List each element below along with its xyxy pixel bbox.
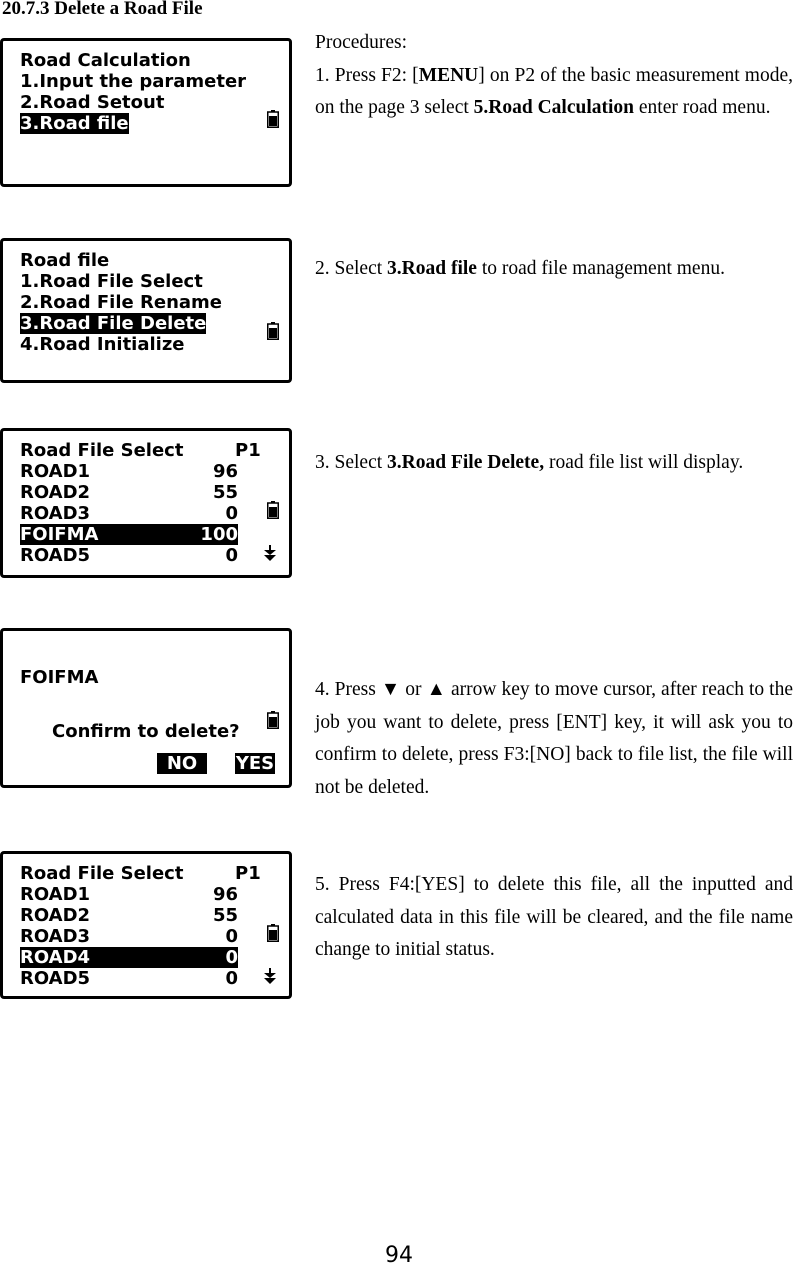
screen-title: Road File Select <box>20 440 184 461</box>
menu-item-road-file-selected[interactable]: 3.Road file <box>20 113 129 134</box>
battery-icon <box>267 110 279 128</box>
confirm-prompt: Confirm to delete? <box>52 721 240 742</box>
battery-icon <box>267 322 279 340</box>
file-row[interactable]: ROAD5 0 <box>20 545 238 566</box>
lcd-screen-confirm-delete <box>0 628 292 788</box>
menu-item-road-file-select[interactable]: 1.Road File Select <box>20 271 203 292</box>
step-4-paragraph: 4. Press ▼ or ▲ arrow key to move cursor, after reach to the job you want to delete, press [ENT] key, it will ask you to confirm to delete, press F3:[NO] back to file list, the file will not be deleted. <box>315 679 793 798</box>
menu-item-road-setout[interactable]: 2.Road Setout <box>20 92 165 113</box>
file-row[interactable]: ROAD2 55 <box>20 905 238 926</box>
menu-item-input-parameter[interactable]: 1.Input the parameter <box>20 71 247 92</box>
battery-icon <box>267 711 279 729</box>
file-row[interactable]: ROAD1 96 <box>20 461 238 482</box>
step-1-paragraph: Procedures: 1. Press F2: [MENU] on P2 of the basic measurement mode, on the page 3 select 5.Road Calculation enter road menu. <box>315 27 793 125</box>
battery-icon <box>267 501 279 519</box>
file-row[interactable]: ROAD3 0 <box>20 503 238 524</box>
section-heading: 20.7.3 Delete a Road File <box>2 0 203 19</box>
screen-title: Road File Select <box>20 863 184 884</box>
screen-title: Road file <box>20 250 110 271</box>
menu-item-road-initialize[interactable]: 4.Road Initialize <box>20 334 185 355</box>
file-row[interactable]: ROAD1 96 <box>20 884 238 905</box>
file-row[interactable]: ROAD5 0 <box>20 968 238 989</box>
battery-icon <box>267 924 279 942</box>
yes-button[interactable]: YES <box>235 753 275 774</box>
file-row-selected[interactable]: FOIFMA 100 <box>20 524 238 545</box>
lcd-screen-road-calculation <box>0 38 292 187</box>
page-indicator: P1 <box>235 440 261 461</box>
up-arrow-icon: ▲ <box>426 679 447 700</box>
menu-item-road-file-rename[interactable]: 2.Road File Rename <box>20 292 222 313</box>
lcd-screen-road-file-list-after-delete <box>0 851 292 999</box>
file-row[interactable]: ROAD3 0 <box>20 926 238 947</box>
step-5-paragraph: 5. Press F4:[YES] to delete this file, all the inputted and calculated data in this file will be cleared, and the file name change to initial status. <box>315 874 793 960</box>
screen-title: Road Calculation <box>20 50 191 71</box>
no-button[interactable]: NO <box>157 753 207 774</box>
step-2-paragraph: 2. Select 3.Road file to road file management menu. <box>315 258 725 279</box>
page-number: 94 <box>385 1243 413 1268</box>
scroll-down-icon <box>263 968 277 984</box>
page-indicator: P1 <box>235 863 261 884</box>
step-3-paragraph: 3. Select 3.Road File Delete, road file list will display. <box>315 452 744 473</box>
down-arrow-icon: ▼ <box>380 679 401 700</box>
file-row-selected[interactable]: ROAD4 0 <box>20 947 238 968</box>
lcd-screen-road-file-menu <box>0 238 292 383</box>
procedures-label: Procedures: <box>315 32 408 53</box>
menu-item-road-file-delete-selected[interactable]: 3.Road File Delete <box>20 313 207 334</box>
scroll-down-icon <box>263 545 277 561</box>
selected-file-name: FOIFMA <box>20 667 99 688</box>
file-row[interactable]: ROAD2 55 <box>20 482 238 503</box>
lcd-screen-road-file-list <box>0 428 292 578</box>
